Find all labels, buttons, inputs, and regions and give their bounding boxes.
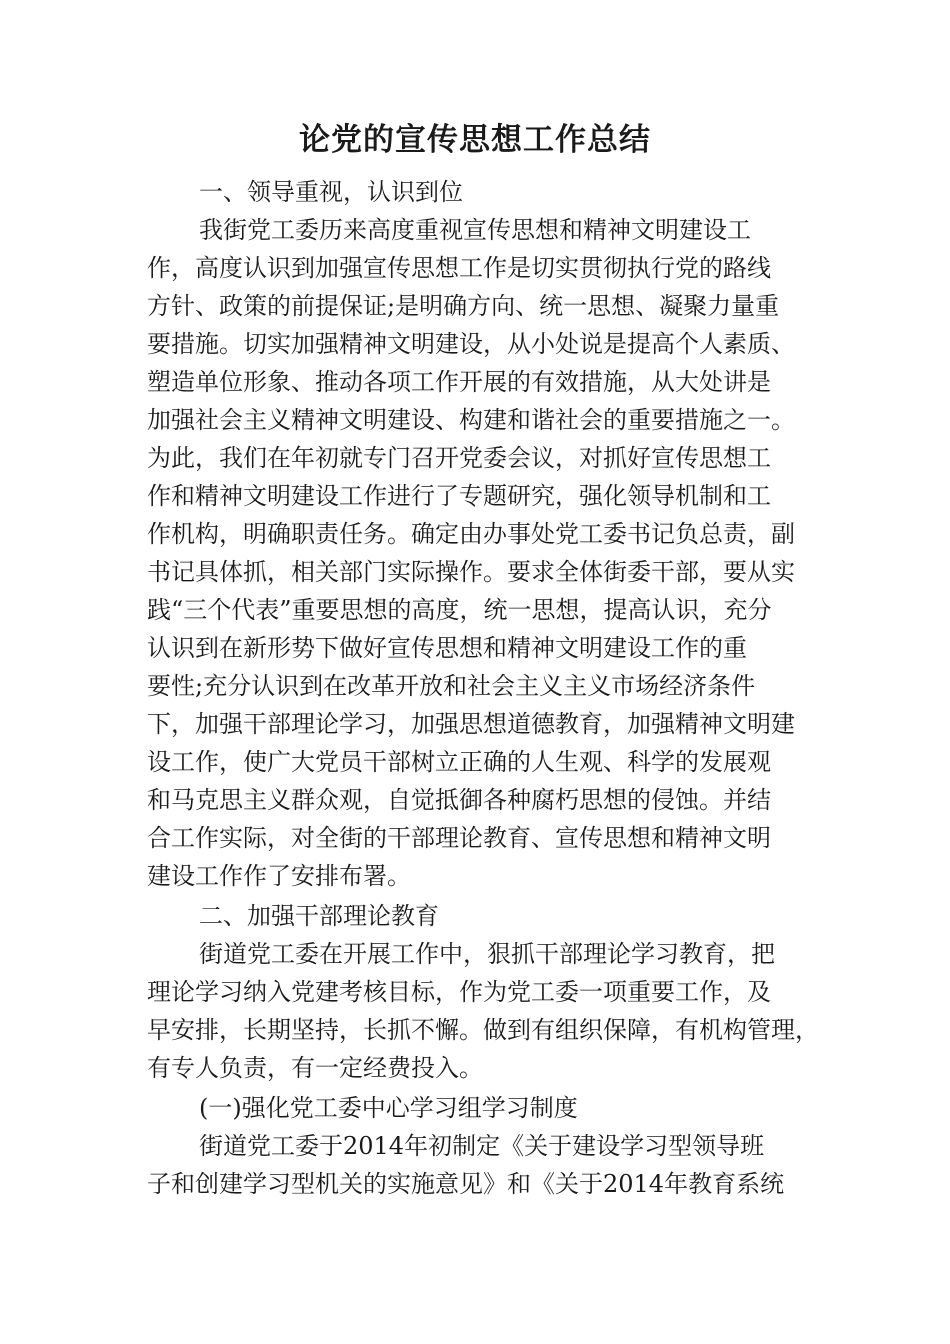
paragraph-line: 我街党工委历来高度重视宣传思想和精神文明建设工 xyxy=(199,216,751,244)
paragraph-line: 有专人负责，有一定经费投入。 xyxy=(147,1054,483,1082)
paragraph-line: 要措施。切实加强精神文明建设，从小处说是提高个人素质、 xyxy=(147,330,795,358)
paragraph-line: 子和创建学习型机关的实施意见》和《关于2014年教育系统 xyxy=(147,1170,785,1198)
paragraph-line: 合工作实际，对全街的干部理论教育、宣传思想和精神文明 xyxy=(147,824,771,852)
paragraph-line: 加强社会主义精神文明建设、构建和谐社会的重要措施之一。 xyxy=(147,406,795,434)
paragraph-line: 理论学习纳入党建考核目标，作为党工委一项重要工作，及 xyxy=(147,978,771,1006)
paragraph-line: 作，高度认识到加强宣传思想工作是切实贯彻执行党的路线 xyxy=(147,254,771,282)
paragraph-line: 方针、政策的前提保证;是明确方向、统一思想、凝聚力量重 xyxy=(147,292,780,320)
paragraph-line: 作和精神文明建设工作进行了专题研究，强化领导机制和工 xyxy=(147,482,771,510)
paragraph-line: 下，加强干部理论学习，加强思想道德教育，加强精神文明建 xyxy=(147,710,795,738)
paragraph-line: 和马克思主义群众观，自觉抵御各种腐朽思想的侵蚀。并结 xyxy=(147,786,771,814)
section-heading-1: 一、领导重视，认识到位 xyxy=(199,178,463,206)
paragraph-line: 设工作，使广大党员干部树立正确的人生观、科学的发展观 xyxy=(147,748,771,776)
paragraph-line: 为此，我们在年初就专门召开党委会议，对抓好宣传思想工 xyxy=(147,444,771,472)
subsection-heading: (一)强化党工委中心学习组学习制度 xyxy=(199,1094,578,1122)
paragraph-line: 街道党工委在开展工作中，狠抓干部理论学习教育，把 xyxy=(199,940,775,968)
section-heading-2: 二、加强干部理论教育 xyxy=(199,902,439,930)
paragraph-line: 认识到在新形势下做好宣传思想和精神文明建设工作的重 xyxy=(147,634,747,662)
paragraph-line: 塑造单位形象、推动各项工作开展的有效措施，从大处讲是 xyxy=(147,368,771,396)
paragraph-line: 建设工作作了安排布署。 xyxy=(147,862,411,890)
document-title: 论党的宣传思想工作总结 xyxy=(299,122,651,158)
paragraph-line: 早安排，长期坚持，长抓不懈。做到有组织保障，有机构管理， xyxy=(147,1016,819,1044)
paragraph-line: 践“三个代表”重要思想的高度，统一思想，提高认识，充分 xyxy=(147,596,772,624)
paragraph-line: 书记具体抓，相关部门实际操作。要求全体街委干部，要从实 xyxy=(147,558,795,586)
paragraph-line: 街道党工委于2014年初制定《关于建设学习型领导班 xyxy=(199,1132,765,1160)
paragraph-line: 要性;充分认识到在改革开放和社会主义主义市场经济条件 xyxy=(147,672,756,700)
paragraph-line: 作机构，明确职责任务。确定由办事处党工委书记负总责，副 xyxy=(147,520,795,548)
